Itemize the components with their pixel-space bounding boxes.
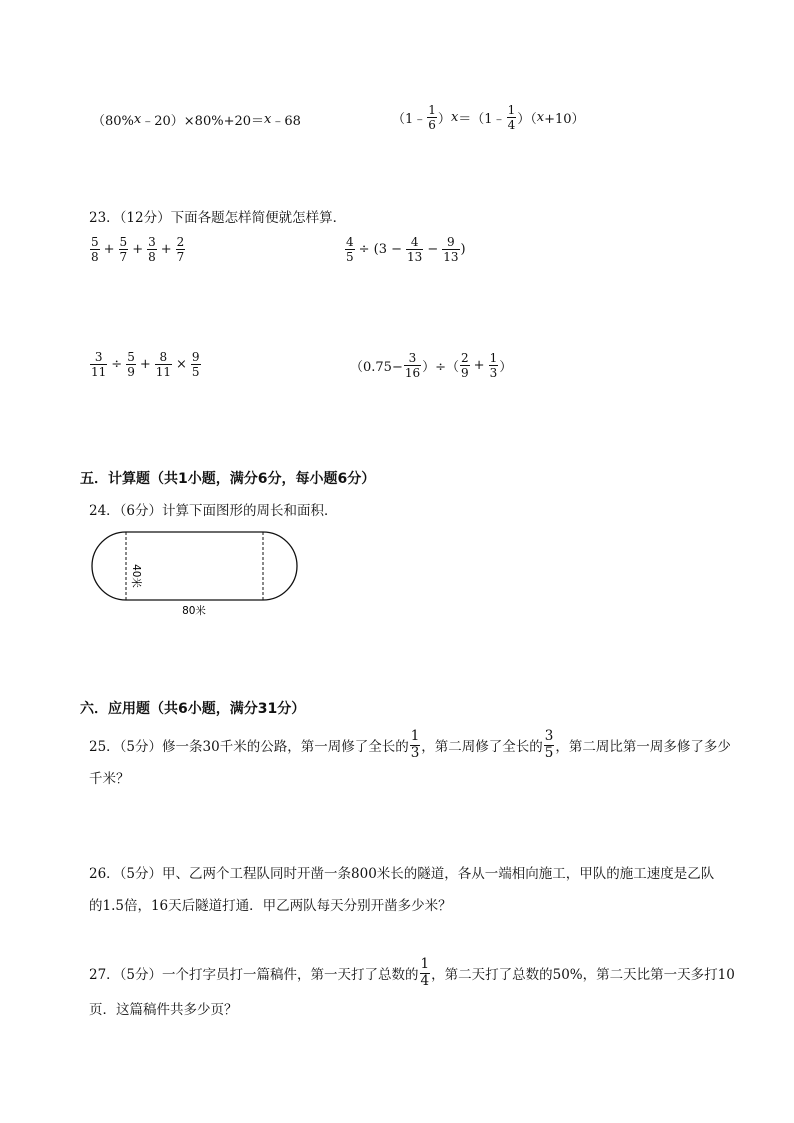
section-5-title: 五．计算题（共1小题，满分6分，每小题6分）	[80, 471, 376, 487]
expression-23-3: $\frac{3}{11}$ ÷ $\frac{5}{9}$ + $\frac{8}{11}$ × $\frac{9}{5}$	[91, 350, 200, 379]
expression-23-1: 5 8 + $\frac{5}{7}$ + $\frac{3}{8}$ + $\frac{2}{7}$	[91, 235, 185, 264]
question-24-label: 24．（6分）计算下面图形的周长和面积．	[89, 503, 338, 519]
fraction: 1 6	[428, 103, 436, 132]
question-26-line2: 的1.5倍，16天后隧道打通．甲乙两队每天分别开凿多少米？	[89, 898, 452, 914]
stadium-figure	[88, 528, 310, 620]
question-27-line2: 页．这篇稿件共多少页？	[89, 1002, 238, 1018]
question-23-label: 23．（12分）下面各题怎样简便就怎样算．	[89, 210, 347, 226]
equation-top-left: （80% x ﹣20）×80%+20＝ x ﹣68	[92, 112, 301, 129]
question-25-line1: 25．（5分）修一条30千米的公路，第一周修了全长的 1 3 ，第二周修了全长的 3 5 ，第二周比第一周多修了多少	[89, 728, 731, 761]
equation-top-right: （1﹣ 1 6 ） x ＝（1﹣ 1 4 ）（ x +10）	[392, 103, 585, 132]
question-25-line2: 千米？	[89, 771, 130, 787]
question-27-line1: 27．（5分）一个打字员打一篇稿件，第一天打了总数的 1 4 ，第二天打了总数的50%，第二天比第一天多打10	[89, 956, 735, 989]
fraction: 1 4	[507, 103, 516, 132]
expression-23-4: （0.75− $\frac{3}{16}$ ）÷（ 2 9 + $\frac{1}{3}$ ）	[350, 351, 513, 380]
expression-23-2: $\frac{4}{5}$ ÷ (3 − $\frac{4}{13}$ − $\frac{9}{13}$ )	[346, 235, 466, 264]
height-label: 40米	[130, 564, 142, 588]
width-label: 80米	[182, 605, 206, 617]
stadium-outline	[92, 532, 297, 600]
section-6-title: 六．应用题（共6小题，满分31分）	[80, 701, 306, 717]
question-26-line1: 26．（5分）甲、乙两个工程队同时开凿一条800米长的隧道，各从一端相向施工，甲队的施工速度是乙队	[89, 866, 715, 882]
